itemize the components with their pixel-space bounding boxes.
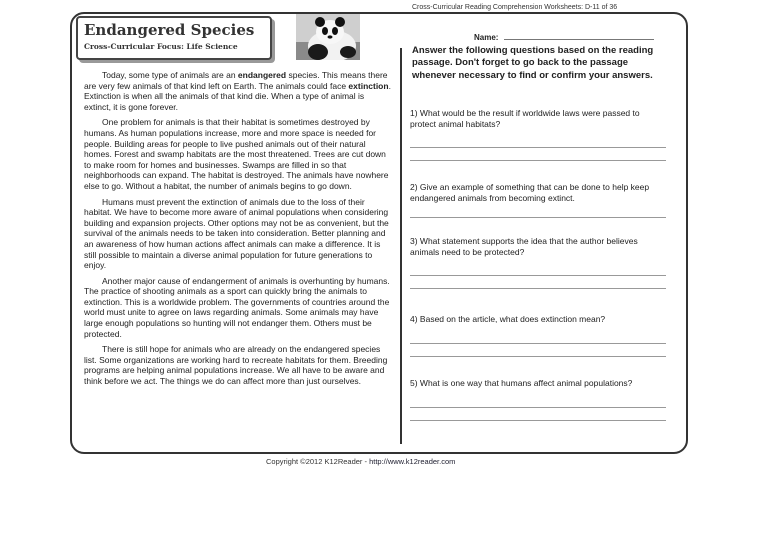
passage-paragraph: Today, some type of animals are an endangered species. This means there are very few animals of that kind left on Earth. The animals could face extinction. Extinction is when all the animals of that kind die. When a type of animal is extinct, it is gone forever. [84,70,391,112]
question-text: 3) What statement supports the idea that the author believes animals need to be protected? [410,236,638,257]
panda-photo-icon [296,14,360,60]
answer-line[interactable] [410,135,666,148]
passage-paragraph: Another major cause of endangerment of animals is overhunting by humans. The practice of shooting animals as a sport can quickly bring the animals to extinction. This is a worldwide problem. The governments of countries around the world must unite to agree on laws regarding animals. Some animals may have large enough populations so hunting will not endanger them. Others must be protected. [84,275,390,339]
passage-paragraph: Humans must prevent the extinction of animals due to the loss of their habitat. We have to become more aware of animal populations when considering building and expansion projects. Other options may not be as convenient, but the survival of the animals needs to be taken into consideration. Better planning and an awareness of how human actions affect animals can make a difference. It is still possible to maintain a diverse animal population for future generations to enjoy. [84,196,389,271]
column-divider [400,48,402,444]
question-item [410,108,666,182]
question-item [410,314,666,378]
answer-line[interactable] [410,408,666,421]
answer-line[interactable] [410,276,666,289]
answer-line[interactable] [410,344,666,357]
answer-line[interactable] [410,395,666,408]
answer-line[interactable] [410,263,666,276]
question-text: 1) What would be the result if worldwide laws were passed to protect animal habitats? [410,108,640,129]
answer-line[interactable] [410,148,666,161]
reading-passage [84,70,392,392]
answer-line[interactable] [410,205,666,218]
question-item [410,378,666,444]
passage-paragraph: One problem for animals is that their habitat is sometimes destroyed by humans. As human populations increase, more and more space is needed for people. Building areas for people to live pushed animals out of their natural homes. Forest and swamp habitats are the most threatened. Trees are cut down to make room for homes and businesses. Swamps are filled in so that neighborhoods can expand. The habitat is destroyed. The animals have nowhere else to go. Without a habitat, the number of animals begins to go down. [84,117,389,191]
worksheet-title: Endangered Species [84,21,255,39]
name-label: Name: [474,33,499,42]
name-blank[interactable] [504,33,654,40]
question-item [410,236,666,314]
passage-paragraph: There is still hope for animals who are already on the endangered species list. Some organizations are working hard to recreate habitats for them. Breeding programs are helping animal populations increase. We all have to be aware and think before we act. The things we do can affect more than just ourselves. [84,344,388,387]
question-text: 5) What is one way that humans affect animal populations? [410,378,633,388]
instructions: Answer the following questions based on the reading passage. Don't forget to go back to the passage whenever necessary to find or confirm your answers. [412,45,654,81]
name-field [474,33,654,42]
question-text: 4) Based on the article, what does extinction mean? [410,314,606,324]
series-header: Cross-Curricular Reading Comprehension Worksheets: D-11 of 36 [412,4,618,11]
answer-line[interactable] [410,331,666,344]
copyright-text: Copyright ©2012 K12Reader - [266,457,370,466]
footer [266,457,455,466]
title-block [76,16,272,60]
question-text: 2) Give an example of something that can be done to help keep endangered animals from becoming extinct. [410,182,650,203]
question-item [410,182,666,236]
question-list [410,108,666,444]
k12reader-link[interactable]: http://www.k12reader.com [369,457,456,466]
worksheet-subtitle: Cross-Curricular Focus: Life Science [84,42,238,51]
